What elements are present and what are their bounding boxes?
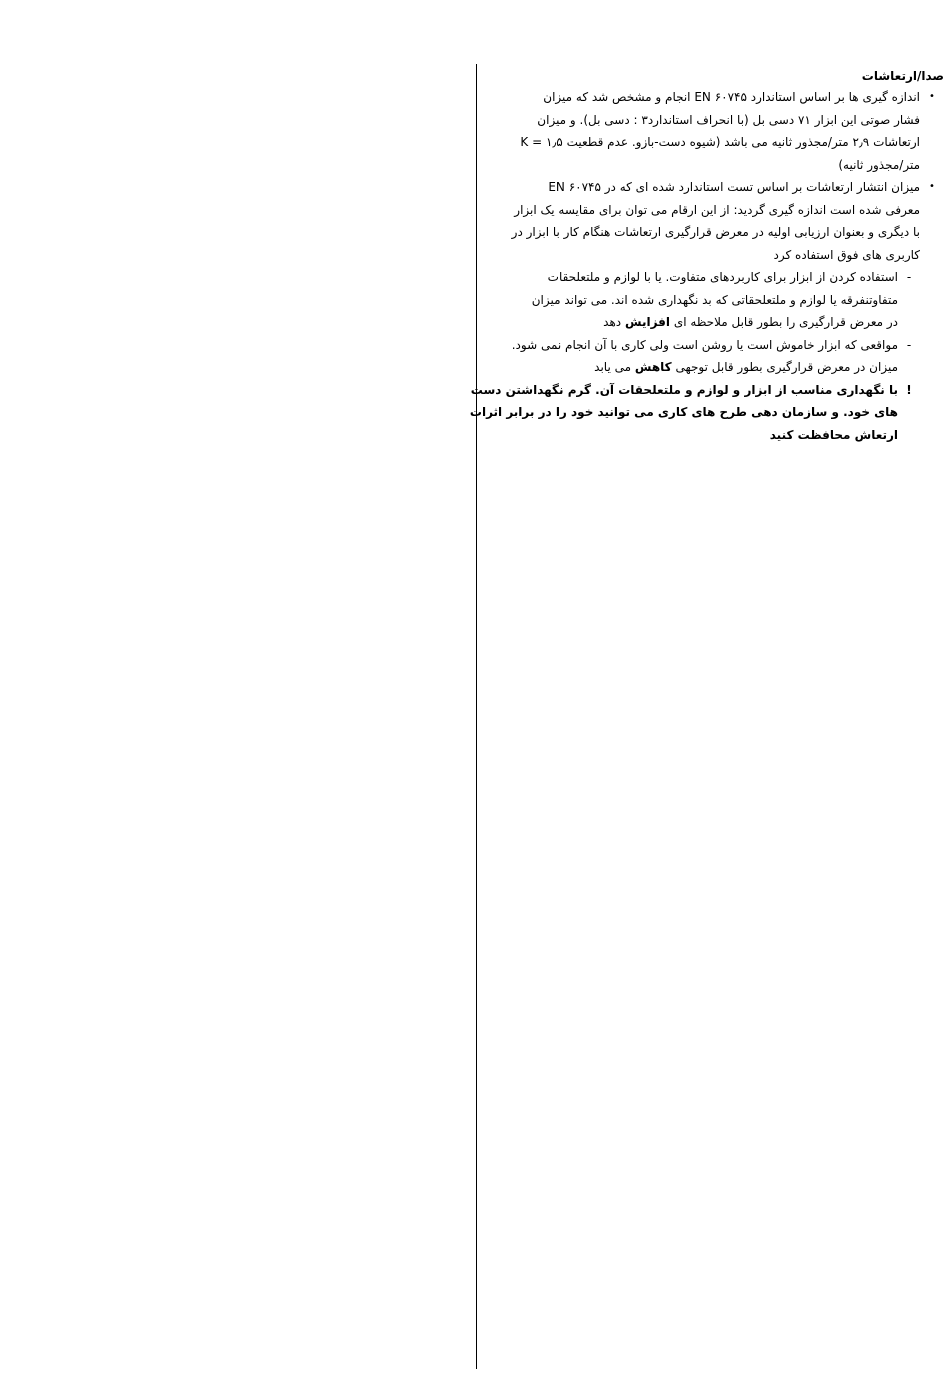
text-fragment: دهد	[603, 315, 622, 329]
warning-note	[469, 379, 944, 447]
bullet-text	[486, 86, 920, 176]
text-line: کاربری های فوق استفاده کرد	[773, 247, 920, 262]
emphasis-word: افزایش	[624, 315, 671, 329]
text-line	[486, 356, 898, 379]
text-line: میزان انتشار ارتعاشات بر اساس تست استاندارد شده ای که در EN ۶۰۷۴۵	[548, 180, 920, 194]
text-line: های خود. و سازمان دهی طرح های کاری می توانید خود را در برابر اثرات	[469, 405, 898, 419]
text-line: مواقعی که ابزار خاموش است یا روشن است ولی کاری با آن انجام نمی شود.	[511, 337, 898, 352]
text-line: فشار صوتی این ابزار ۷۱ دسی بل (با انحراف استاندارد۳ : دسی بل). و میزان	[537, 112, 920, 127]
text-line: استفاده کردن از ابزار برای کاربردهای متفاوت. یا با لوازم و ملتعلحقات	[547, 270, 898, 284]
dash-item-decrease	[486, 334, 944, 379]
column-divider	[476, 64, 477, 1369]
bullet-icon: •	[929, 181, 935, 192]
text-fragment: می یابد	[594, 360, 632, 374]
warning-icon: !	[906, 382, 912, 397]
text-line: معرفی شده است اندازه گیری گردید: از این ارقام می توان برای مقایسه یک ابزار	[514, 202, 920, 217]
dash-icon: -	[906, 270, 912, 284]
text-line: اندازه گیری ها بر اساس استاندارد EN ۶۰۷۴۵ انجام و مشخص شد که میزان	[543, 90, 920, 104]
noise-vibration-section	[469, 66, 944, 446]
dash-text	[486, 334, 898, 379]
dash-icon: -	[906, 337, 912, 352]
bullet-item-emission	[486, 176, 944, 266]
text-fragment: میزان در معرض قرارگیری بطور قابل توجهی	[675, 360, 898, 374]
bullet-text	[486, 176, 920, 266]
emphasis-word: کاهش	[634, 360, 672, 374]
text-line: متفاوتنفرقه یا لوازم و ملتعلحقاتی که بد نگهداری شده اند. می تواند میزان	[531, 292, 898, 307]
dash-text	[486, 266, 898, 334]
warning-text	[470, 379, 898, 447]
section-heading: صدا/ارتعاشات	[861, 69, 944, 83]
text-line	[486, 311, 898, 334]
text-line: ارتعاشات ۲٫۹ متر/مجذور ثانیه می باشد (شیوه دست-بازو. عدم قطعیت K = ۱٫۵	[520, 135, 920, 149]
dash-item-increase	[486, 266, 944, 334]
text-line: با نگهداری مناسب از ابزار و لوازم و ملتعلحقات آن. گرم نگهداشتن دست	[470, 382, 898, 397]
text-line: ارتعاش محافظت کنید	[769, 427, 898, 442]
text-line: با دیگری و بعنوان ارزیابی اولیه در معرض قرارگیری ارتعاشات هنگام کار با ابزار در	[511, 225, 920, 239]
text-fragment: در معرض قرارگیری را بطور قابل ملاحظه ای	[673, 315, 898, 329]
text-line: متر/مجذور ثانیه)	[838, 157, 920, 172]
bullet-item-measurement	[486, 86, 944, 176]
bullet-icon: •	[929, 91, 935, 102]
